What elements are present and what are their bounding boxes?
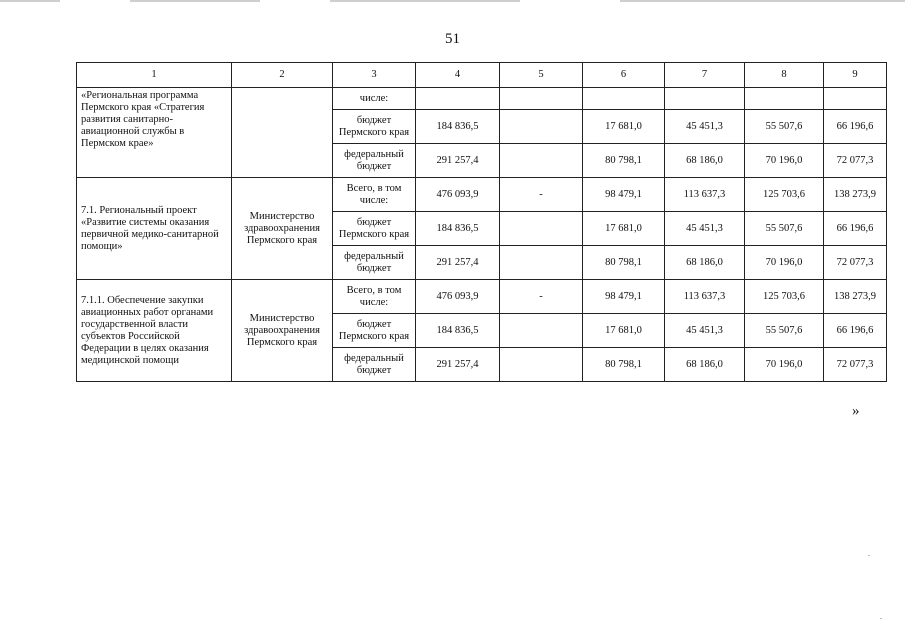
value-cell: 66 196,6 [824, 314, 887, 348]
value-cell [500, 110, 583, 144]
value-cell: 45 451,3 [665, 212, 745, 246]
program-description: «Региональная программа Пермского края «Стратегия развития санитарно-авиационной службы в Пермском крае» [77, 88, 232, 178]
executor-cell: Министерство здравоохранения Пермского края [232, 178, 333, 280]
header-row [77, 63, 887, 88]
value-cell [824, 88, 887, 110]
value-cell [500, 144, 583, 178]
table-row [77, 280, 887, 314]
column-header: 3 [333, 63, 416, 88]
value-cell: 476 093,9 [416, 280, 500, 314]
value-cell: 98 479,1 [583, 280, 665, 314]
funding-source: бюджет Пермского края [333, 314, 416, 348]
table-row [77, 88, 887, 110]
value-cell: 184 836,5 [416, 110, 500, 144]
column-header: 8 [745, 63, 824, 88]
value-cell: 291 257,4 [416, 348, 500, 382]
value-cell: 68 186,0 [665, 348, 745, 382]
column-header: 6 [583, 63, 665, 88]
value-cell: 72 077,3 [824, 348, 887, 382]
value-cell [500, 348, 583, 382]
value-cell [583, 88, 665, 110]
column-header: 5 [500, 63, 583, 88]
column-header: 1 [77, 63, 232, 88]
value-cell: 476 093,9 [416, 178, 500, 212]
activity-description: 7.1.1. Обеспечение закупки авиационных работ органами государственной власти субъектов Российской Федерации в целях оказания медицинской помощи [77, 280, 232, 382]
value-cell: 45 451,3 [665, 314, 745, 348]
value-cell: - [500, 178, 583, 212]
funding-source: федеральный бюджет [333, 348, 416, 382]
value-cell: 138 273,9 [824, 280, 887, 314]
funding-source: бюджет Пермского края [333, 212, 416, 246]
scan-edge-line [620, 0, 905, 2]
value-cell: 138 273,9 [824, 178, 887, 212]
value-cell: 45 451,3 [665, 110, 745, 144]
value-cell: 66 196,6 [824, 110, 887, 144]
value-cell: 17 681,0 [583, 110, 665, 144]
value-cell: 68 186,0 [665, 246, 745, 280]
executor-cell [232, 88, 333, 178]
value-cell [416, 88, 500, 110]
funding-source: федеральный бюджет [333, 144, 416, 178]
column-header: 7 [665, 63, 745, 88]
funding-source: числе: [333, 88, 416, 110]
value-cell: 17 681,0 [583, 212, 665, 246]
value-cell: 55 507,6 [745, 212, 824, 246]
funding-source: Всего, в том числе: [333, 178, 416, 212]
value-cell: 113 637,3 [665, 280, 745, 314]
value-cell: 291 257,4 [416, 144, 500, 178]
value-cell: 98 479,1 [583, 178, 665, 212]
value-cell: 80 798,1 [583, 348, 665, 382]
value-cell: 55 507,6 [745, 110, 824, 144]
value-cell [500, 88, 583, 110]
value-cell: 70 196,0 [745, 144, 824, 178]
value-cell [500, 212, 583, 246]
value-cell: 184 836,5 [416, 314, 500, 348]
value-cell: 291 257,4 [416, 246, 500, 280]
value-cell: 184 836,5 [416, 212, 500, 246]
value-cell: 17 681,0 [583, 314, 665, 348]
value-cell: 70 196,0 [745, 348, 824, 382]
funding-source: Всего, в том числе: [333, 280, 416, 314]
scan-speck [868, 555, 870, 556]
column-header: 9 [824, 63, 887, 88]
project-description: 7.1. Региональный проект «Развитие системы оказания первичной медико-санитарной помощи» [77, 178, 232, 280]
scan-edge-line [130, 0, 260, 2]
value-cell [745, 88, 824, 110]
scan-speck [880, 618, 882, 619]
value-cell: 125 703,6 [745, 178, 824, 212]
page-number: 51 [445, 31, 460, 47]
funding-source: бюджет Пермского края [333, 110, 416, 144]
value-cell: 80 798,1 [583, 144, 665, 178]
value-cell: 72 077,3 [824, 144, 887, 178]
value-cell [500, 314, 583, 348]
value-cell: 125 703,6 [745, 280, 824, 314]
budget-table [76, 62, 887, 382]
value-cell: 68 186,0 [665, 144, 745, 178]
value-cell: 80 798,1 [583, 246, 665, 280]
value-cell: 72 077,3 [824, 246, 887, 280]
column-header: 4 [416, 63, 500, 88]
executor-cell: Министерство здравоохранения Пермского края [232, 280, 333, 382]
value-cell: 55 507,6 [745, 314, 824, 348]
value-cell [665, 88, 745, 110]
scan-edge-line [330, 0, 520, 2]
table-row [77, 178, 887, 212]
value-cell: 66 196,6 [824, 212, 887, 246]
value-cell: 113 637,3 [665, 178, 745, 212]
funding-source: федеральный бюджет [333, 246, 416, 280]
value-cell: 70 196,0 [745, 246, 824, 280]
column-header: 2 [232, 63, 333, 88]
value-cell [500, 246, 583, 280]
closing-quote-mark: » [852, 403, 860, 419]
value-cell: - [500, 280, 583, 314]
scan-edge-line [0, 0, 60, 2]
